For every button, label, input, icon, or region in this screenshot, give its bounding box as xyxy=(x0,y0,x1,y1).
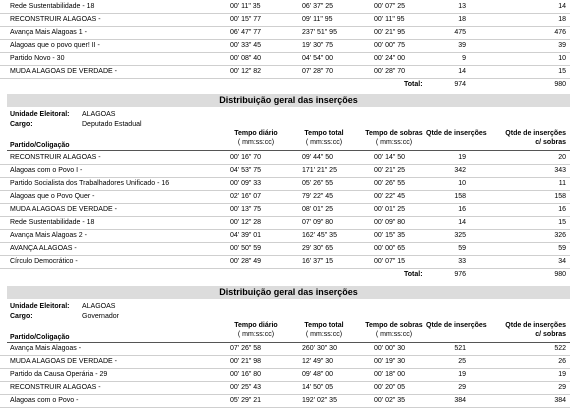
spare-time: 00' 00" 30 xyxy=(374,345,406,352)
insertion-count: 325 xyxy=(454,232,466,239)
table-row xyxy=(0,39,570,53)
insertion-count: 14 xyxy=(458,68,466,75)
spare-time: 00' 24" 00 xyxy=(374,55,406,62)
total-time: 07' 28" 70 xyxy=(302,68,334,75)
total-label: Total: xyxy=(404,81,423,88)
table-row xyxy=(0,0,570,14)
spare-time: 00' 11" 95 xyxy=(374,16,405,23)
party-name: Rede Sustentabilidade - 18 xyxy=(10,3,95,10)
insertion-count: 19 xyxy=(458,154,466,161)
party-name: MUDA ALAGOAS DE VERDADE - xyxy=(10,358,117,365)
daily-time: 00' 16" 70 xyxy=(230,154,262,161)
table-row xyxy=(0,65,570,79)
table-row xyxy=(0,216,570,230)
insertion-count-with-spare: 343 xyxy=(554,167,566,174)
daily-time: 00' 12" 82 xyxy=(230,68,262,75)
insertion-count-with-spare: 522 xyxy=(554,345,566,352)
spare-time: 00' 07" 25 xyxy=(374,3,406,10)
insertion-count-with-spare: 20 xyxy=(558,154,566,161)
total-insertions-with-spare: 980 xyxy=(554,271,566,278)
column-header-spare xyxy=(356,321,432,339)
daily-time: 07' 26" 58 xyxy=(230,345,262,352)
total-time: 06' 37" 25 xyxy=(302,3,334,10)
spare-time: 00' 21" 95 xyxy=(374,29,406,36)
spare-time: 00' 19" 30 xyxy=(374,358,406,365)
spare-time: 00' 09" 80 xyxy=(374,219,406,226)
total-time: 237' 51" 95 xyxy=(302,29,337,36)
column-header-insertions-spare xyxy=(505,129,566,147)
daily-time: 00' 13" 75 xyxy=(230,206,262,213)
insertion-count: 16 xyxy=(458,206,466,213)
insertion-count-with-spare: 34 xyxy=(558,258,566,265)
total-row xyxy=(0,268,570,281)
party-name: MUDA ALAGOAS DE VERDADE - xyxy=(10,68,117,75)
table-row xyxy=(0,52,570,66)
spare-time: 00' 20" 05 xyxy=(374,384,406,391)
column-header-insertions: Qtde de inserções xyxy=(426,130,487,137)
column-header-insertions-spare-sub: c/ sobras xyxy=(535,139,566,146)
insertion-count-with-spare: 19 xyxy=(558,371,566,378)
table-row xyxy=(0,342,570,356)
insertion-count: 13 xyxy=(458,3,466,10)
office-label: Cargo: xyxy=(10,313,33,320)
electoral-unit xyxy=(10,302,115,311)
insertion-count: 39 xyxy=(458,42,466,49)
spare-time: 00' 28" 70 xyxy=(374,68,406,75)
insertion-count: 29 xyxy=(458,384,466,391)
insertion-count-with-spare: 16 xyxy=(558,206,566,213)
insertion-count-with-spare: 326 xyxy=(554,232,566,239)
party-name: Rede Sustentabilidade - 18 xyxy=(10,219,95,226)
spare-time: 00' 00" 65 xyxy=(374,245,406,252)
insertion-count-with-spare: 14 xyxy=(558,3,566,10)
total-time: 19' 30" 75 xyxy=(302,42,334,49)
column-header-spare-unit: ( mm:ss:cc) xyxy=(375,331,413,338)
total-label: Total: xyxy=(404,271,423,278)
table-row xyxy=(0,151,570,165)
daily-time: 00' 16" 80 xyxy=(230,371,262,378)
column-header-spare-unit: ( mm:ss:cc) xyxy=(375,139,413,146)
total-time: 79' 22" 45 xyxy=(302,193,334,200)
office-label: Cargo: xyxy=(10,121,33,128)
insertion-count-with-spare: 10 xyxy=(558,55,566,62)
insertion-count: 14 xyxy=(458,219,466,226)
table-row xyxy=(0,229,570,243)
daily-time: 06' 47" 77 xyxy=(230,29,262,36)
table-row xyxy=(0,255,570,269)
table-row xyxy=(0,203,570,217)
office-value: Deputado Estadual xyxy=(82,121,142,128)
daily-time: 00' 21" 98 xyxy=(230,358,262,365)
column-header-total xyxy=(294,321,354,339)
insertion-count-with-spare: 26 xyxy=(558,358,566,365)
insertion-count: 19 xyxy=(458,371,466,378)
insertion-count-with-spare: 15 xyxy=(558,68,566,75)
column-header-spare-title: Tempo de sobras xyxy=(365,322,423,329)
column-header-daily-title: Tempo diário xyxy=(234,322,278,329)
office xyxy=(10,120,142,129)
insertion-count: 342 xyxy=(454,167,466,174)
column-header-total-unit: ( mm:ss:cc) xyxy=(305,331,343,338)
insertion-count: 18 xyxy=(458,16,466,23)
insertion-count: 521 xyxy=(454,345,466,352)
daily-time: 04' 53" 75 xyxy=(230,167,262,174)
insertion-count: 25 xyxy=(458,358,466,365)
total-time: 29' 30" 65 xyxy=(302,245,334,252)
table-row xyxy=(0,190,570,204)
section-title: Distribuição geral das inserções xyxy=(7,286,570,299)
spare-time: 00' 18" 00 xyxy=(374,371,406,378)
total-time: 12' 49" 30 xyxy=(302,358,334,365)
column-header-total-unit: ( mm:ss:cc) xyxy=(305,139,343,146)
party-name: Avança Mais Alagoas 2 - xyxy=(10,232,87,239)
daily-time: 00' 12" 28 xyxy=(230,219,262,226)
party-name: RECONSTRUIR ALAGOAS - xyxy=(10,16,101,23)
daily-time: 04' 39" 01 xyxy=(230,232,262,239)
total-time: 05' 26" 55 xyxy=(302,180,334,187)
insertion-count: 158 xyxy=(454,193,466,200)
insertion-count-with-spare: 15 xyxy=(558,219,566,226)
total-time: 09' 11" 95 xyxy=(302,16,333,23)
column-header-total-title: Tempo total xyxy=(304,130,344,137)
table-row xyxy=(0,26,570,40)
column-header-insertions-spare-title: Qtde de inserções xyxy=(505,322,566,329)
insertion-count-with-spare: 18 xyxy=(558,16,566,23)
party-name: Alagoas que o Povo Quer - xyxy=(10,193,95,200)
spare-time: 00' 15" 35 xyxy=(374,232,406,239)
column-header-insertions-spare-sub: c/ sobras xyxy=(535,331,566,338)
office xyxy=(10,312,119,321)
office-value: Governador xyxy=(82,313,119,320)
insertion-count: 59 xyxy=(458,245,466,252)
total-insertions-with-spare: 980 xyxy=(554,81,566,88)
party-name: RECONSTRUIR ALAGOAS - xyxy=(10,154,101,161)
table-row xyxy=(0,164,570,178)
insertion-count-with-spare: 158 xyxy=(554,193,566,200)
total-time: 09' 44" 50 xyxy=(302,154,334,161)
daily-time: 00' 11" 35 xyxy=(230,3,261,10)
insertion-count-with-spare: 11 xyxy=(558,180,566,187)
party-name: AVANÇA ALAGOAS - xyxy=(10,245,77,252)
table-row xyxy=(0,13,570,27)
column-header-party: Partido/Coligação xyxy=(10,334,70,341)
electoral-unit-label: Unidade Eleitoral: xyxy=(10,111,70,118)
column-header-insertions-spare-title: Qtde de inserções xyxy=(505,130,566,137)
electoral-unit-value: ALAGOAS xyxy=(82,303,116,310)
spare-time: 00' 00" 75 xyxy=(374,42,406,49)
column-header-daily-unit: ( mm:ss:cc) xyxy=(237,331,275,338)
party-name: Avança Mais Alagoas - xyxy=(10,345,82,352)
spare-time: 00' 26" 55 xyxy=(374,180,406,187)
table-row xyxy=(0,355,570,369)
insertion-count-with-spare: 384 xyxy=(554,397,566,404)
party-name: Alagoas que o povo quer! II - xyxy=(10,42,100,49)
table-row xyxy=(0,368,570,382)
insertion-count: 475 xyxy=(454,29,466,36)
daily-time: 00' 15" 77 xyxy=(230,16,262,23)
spare-time: 00' 02" 35 xyxy=(374,397,406,404)
total-row xyxy=(0,78,570,91)
daily-time: 00' 09" 33 xyxy=(230,180,262,187)
daily-time: 02' 16" 07 xyxy=(230,193,262,200)
total-insertions: 974 xyxy=(454,81,466,88)
column-header-daily-unit: ( mm:ss:cc) xyxy=(237,139,275,146)
insertion-count-with-spare: 59 xyxy=(558,245,566,252)
total-time: 07' 09" 80 xyxy=(302,219,334,226)
insertion-count-with-spare: 39 xyxy=(558,42,566,49)
insertion-count-with-spare: 29 xyxy=(558,384,566,391)
party-name: Avança Mais Alagoas 1 - xyxy=(10,29,87,36)
column-header-spare-title: Tempo de sobras xyxy=(365,130,423,137)
column-header-total-title: Tempo total xyxy=(304,322,344,329)
insertion-count-with-spare: 476 xyxy=(554,29,566,36)
table-row xyxy=(0,177,570,191)
spare-time: 00' 07" 15 xyxy=(374,258,406,265)
party-name: RECONSTRUIR ALAGOAS - xyxy=(10,384,101,391)
party-name: MUDA ALAGOAS DE VERDADE - xyxy=(10,206,117,213)
party-name: Alagoas com o Povo I - xyxy=(10,167,83,174)
total-time: 171' 21" 25 xyxy=(302,167,337,174)
electoral-unit-label: Unidade Eleitoral: xyxy=(10,303,70,310)
party-name: Alagoas com o Povo - xyxy=(10,397,79,404)
party-name: Partido da Causa Operária - 29 xyxy=(10,371,108,378)
column-header-insertions: Qtde de inserções xyxy=(426,322,487,329)
total-time: 260' 30" 30 xyxy=(302,345,337,352)
table-row xyxy=(0,394,570,408)
daily-time: 00' 50" 59 xyxy=(230,245,262,252)
total-time: 04' 54" 00 xyxy=(302,55,334,62)
total-insertions: 976 xyxy=(454,271,466,278)
total-time: 09' 48" 00 xyxy=(302,371,334,378)
insertion-count: 9 xyxy=(462,55,466,62)
column-header-daily xyxy=(226,321,286,339)
electoral-unit xyxy=(10,110,115,119)
insertion-count: 10 xyxy=(458,180,466,187)
daily-time: 00' 33" 45 xyxy=(230,42,262,49)
total-time: 16' 37" 15 xyxy=(302,258,334,265)
column-header-total xyxy=(294,129,354,147)
spare-time: 00' 22" 45 xyxy=(374,193,406,200)
party-name: Partido Novo - 30 xyxy=(10,55,65,62)
total-time: 08' 01" 25 xyxy=(302,206,334,213)
section-title: Distribuição geral das inserções xyxy=(7,94,570,107)
column-header-spare xyxy=(356,129,432,147)
table-row xyxy=(0,242,570,256)
column-header-insertions-spare xyxy=(505,321,566,339)
column-header-party: Partido/Coligação xyxy=(10,142,70,149)
party-name: Círculo Democrático - xyxy=(10,258,78,265)
party-name: Partido Socialista dos Trabalhadores Unificado - 16 xyxy=(10,180,170,187)
spare-time: 00' 21" 25 xyxy=(374,167,406,174)
column-header-daily xyxy=(226,129,286,147)
total-time: 162' 45" 35 xyxy=(302,232,337,239)
insertion-count: 384 xyxy=(454,397,466,404)
table-row xyxy=(0,381,570,395)
total-time: 192' 02" 35 xyxy=(302,397,337,404)
insertion-count: 33 xyxy=(458,258,466,265)
daily-time: 05' 29" 21 xyxy=(230,397,262,404)
column-header-daily-title: Tempo diário xyxy=(234,130,278,137)
spare-time: 00' 01" 25 xyxy=(374,206,406,213)
electoral-unit-value: ALAGOAS xyxy=(82,111,116,118)
daily-time: 00' 28" 49 xyxy=(230,258,262,265)
daily-time: 00' 25" 43 xyxy=(230,384,262,391)
total-time: 14' 50" 05 xyxy=(302,384,334,391)
spare-time: 00' 14" 50 xyxy=(374,154,406,161)
daily-time: 00' 08" 40 xyxy=(230,55,262,62)
